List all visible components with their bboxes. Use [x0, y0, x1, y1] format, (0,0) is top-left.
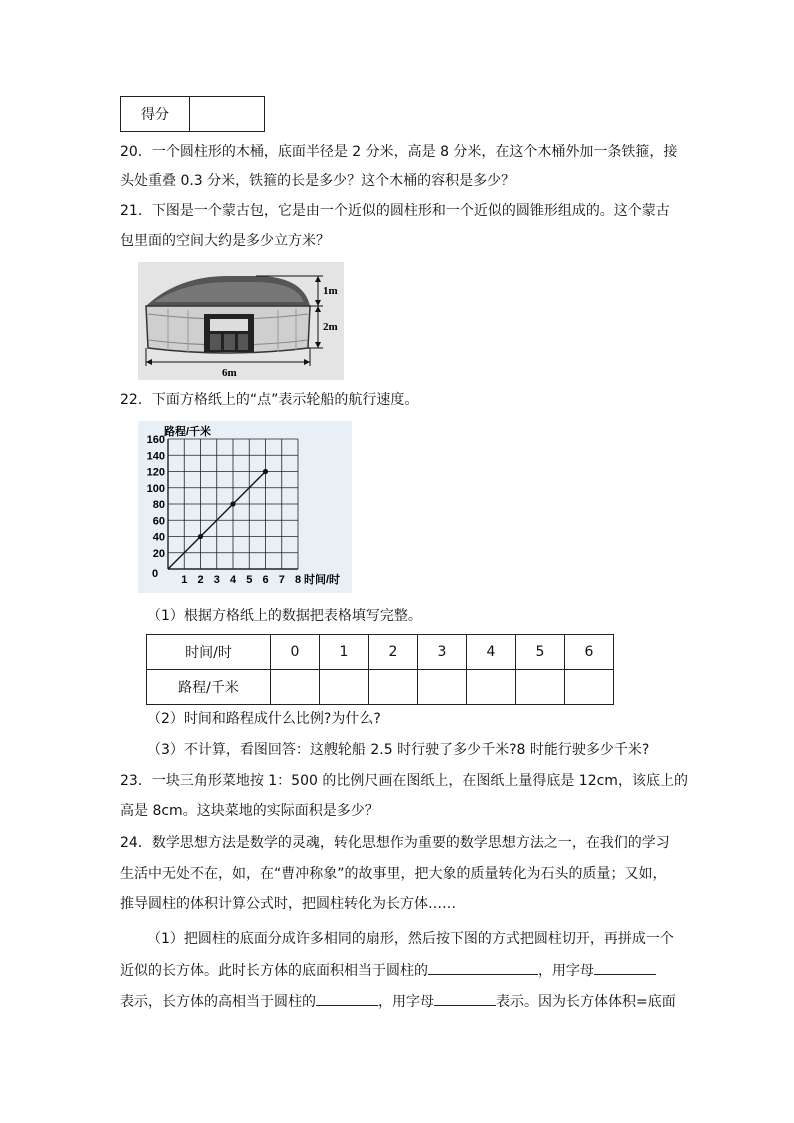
q24-line6-text-b: ，用字母: [378, 994, 434, 1010]
table-blank-cell[interactable]: [320, 670, 369, 705]
table-blank-cell[interactable]: [565, 670, 614, 705]
x-tick-label: 8: [294, 574, 302, 586]
table-row-header: 时间/时: [147, 635, 271, 670]
q20-line1: 20．一个圆柱形的木桶，底面半径是 2 分米，高是 8 分米，在这个木桶外加一条铁箍，接: [120, 144, 678, 160]
score-label: 得分: [121, 97, 190, 132]
blank-underline[interactable]: [316, 991, 378, 1006]
x-tick-label: 2: [197, 574, 204, 586]
table-blank-cell[interactable]: [369, 670, 418, 705]
y-tick-label: 120: [146, 466, 165, 479]
q21-line2: 包里面的空间大约是多少立方米？: [120, 233, 330, 249]
blank-underline[interactable]: [434, 991, 496, 1006]
score-box: [120, 96, 265, 132]
table-cell: 6: [565, 635, 614, 670]
blank-underline[interactable]: [594, 960, 656, 975]
table-row-header: 路程/千米: [147, 670, 271, 705]
table-cell: 5: [516, 635, 565, 670]
q22-part3: （3）不计算，看图回答：这艘轮船 2.5 时行驶了多少千米?8 时能行驶多少千米?: [147, 742, 650, 758]
x-tick-label: 7: [278, 574, 285, 586]
y-tick-label: 40: [152, 531, 165, 544]
q22-line1: 22．下面方格纸上的“点”表示轮船的航行速度。: [120, 392, 419, 408]
table-cell: 1: [320, 635, 369, 670]
q24-line4: （1）把圆柱的底面分成许多相同的扇形，然后按下图的方式把圆柱切开，再拼成一个: [147, 931, 674, 947]
x-tick-label: 4: [229, 574, 237, 586]
table-row: [147, 635, 614, 670]
x-axis-label: 时间/时: [304, 574, 341, 586]
y-axis-label: 路程/千米: [164, 426, 212, 438]
data-point: [230, 501, 235, 506]
y-tick-label: 140: [146, 450, 165, 463]
data-point: [198, 534, 203, 539]
data-point: [263, 469, 268, 474]
q24-line6-text-a: 表示，长方体的高相当于圆柱的: [120, 994, 316, 1010]
blank-underline[interactable]: [428, 960, 538, 975]
score-value: [190, 97, 265, 132]
x-tick-label: 6: [262, 574, 269, 586]
q24-line6: [120, 991, 676, 1012]
table-blank-cell[interactable]: [418, 670, 467, 705]
speed-chart: [138, 421, 352, 593]
q24-line5: [120, 960, 656, 981]
y-tick-label: 80: [152, 499, 165, 511]
table-cell: 2: [369, 635, 418, 670]
table-blank-cell[interactable]: [271, 670, 320, 705]
yurt-bottom-height: 2m: [323, 321, 338, 333]
q24-line2: 生活中无处不在，如，在“曹冲称象”的故事里，把大象的质量转化为石头的质量；又如，: [120, 866, 667, 882]
q22-part1: （1）根据方格纸上的数据把表格填写完整。: [147, 608, 422, 624]
q24-line3: 推导圆柱的体积计算公式时，把圆柱转化为长方体……: [120, 896, 456, 912]
table-blank-cell[interactable]: [467, 670, 516, 705]
origin-label: 0: [152, 568, 159, 580]
q23-line1: 23．一块三角形菜地按 1：500 的比例尺画在图纸上，在图纸上量得底是 12cm，该底上的: [120, 773, 688, 789]
yurt-width: 6m: [222, 367, 237, 379]
y-tick-label: 160: [146, 434, 165, 446]
time-distance-table: [146, 634, 614, 705]
y-tick-label: 20: [152, 547, 165, 560]
q24-line6-text-c: 表示。因为长方体体积=底面: [496, 994, 676, 1010]
q22-part2: （2）时间和路程成什么比例?为什么?: [147, 711, 381, 727]
y-tick-label: 60: [152, 515, 165, 528]
table-cell: 3: [418, 635, 467, 670]
q23-line2: 高是 8cm。这块菜地的实际面积是多少？: [120, 803, 379, 819]
x-tick-label: 1: [181, 574, 188, 586]
table-cell: 0: [271, 635, 320, 670]
table-cell: 4: [467, 635, 516, 670]
q24-line5-text-a: 近似的长方体。此时长方体的底面积相当于圆柱的: [120, 963, 428, 979]
q21-line1: 21．下图是一个蒙古包，它是由一个近似的圆柱形和一个近似的圆锥形组成的。这个蒙古: [120, 203, 670, 219]
q24-line1: 24．数学思想方法是数学的灵魂，转化思想作为重要的数学思想方法之一，在我们的学习: [120, 835, 670, 851]
y-tick-label: 100: [146, 482, 165, 495]
q24-line5-text-b: ，用字母: [538, 963, 594, 979]
x-tick-label: 3: [213, 574, 220, 586]
q20-line2: 头处重叠 0.3 分米，铁箍的长是多少？这个木桶的容积是多少？: [120, 173, 516, 189]
yurt-top-height: 1m: [323, 285, 338, 297]
x-tick-label: 5: [246, 574, 253, 586]
table-blank-cell[interactable]: [516, 670, 565, 705]
table-row: [147, 670, 614, 705]
yurt-figure: [138, 262, 344, 380]
